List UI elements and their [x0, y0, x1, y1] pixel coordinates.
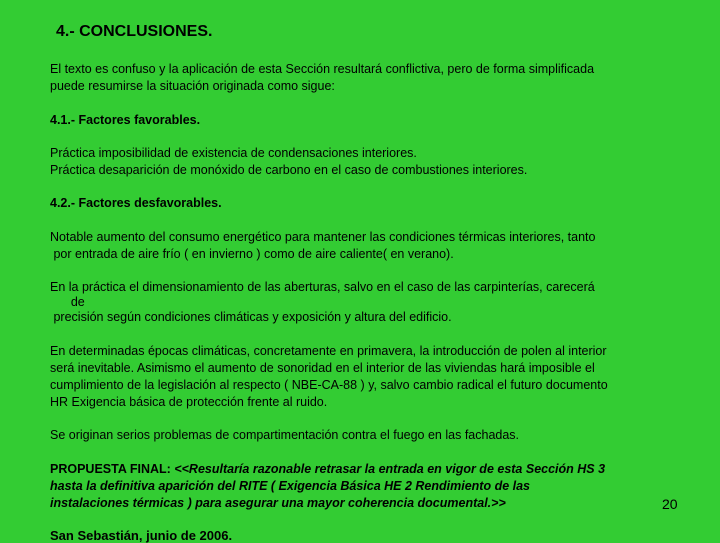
proposal-line: hasta la definitiva aparición del RITE ( Exigencia Básica HE 2 Rendimiento de las — [50, 479, 531, 493]
proposal-label: PROPUESTA FINAL: — [50, 462, 175, 476]
favorable-item: Práctica desaparición de monóxido de carbono en el caso de combustiones interiores. — [50, 163, 528, 177]
footer-date: San Sebastián, junio de 2006. — [50, 528, 233, 543]
paragraph-line: precisión según condiciones climáticas y exposición y altura del edificio. — [50, 310, 452, 324]
paragraph-line: cumplimiento de la legislación al respecto ( NBE-CA-88 ) y, salvo cambio radical el futuro documento — [50, 378, 608, 392]
proposal-line — [50, 461, 690, 478]
paragraph-line: Notable aumento del consumo energético para mantener las condiciones térmicas interiores, tanto — [50, 230, 596, 244]
final-proposal — [50, 461, 690, 512]
paragraph-line: En determinadas épocas climáticas, concretamente en primavera, la introducción de polen al interior — [50, 344, 607, 358]
intro-paragraph — [50, 61, 690, 95]
favorable-list — [50, 145, 690, 179]
page-number: 20 — [662, 496, 678, 512]
paragraph-line: HR Exigencia básica de protección frente al ruido. — [50, 395, 328, 409]
unfavorable-heading: 4.2.- Factores desfavorables. — [50, 196, 222, 210]
paragraph-line: será inevitable. Asimismo el aumento de sonoridad en el interior de las viviendas hará imposible el — [50, 361, 595, 375]
paragraph-line: por entrada de aire frío ( en invierno ) como de aire caliente( en verano). — [50, 247, 454, 261]
proposal-line: instalaciones térmicas ) para asegurar una mayor coherencia documental.>> — [50, 496, 506, 510]
intro-line: El texto es confuso y la aplicación de esta Sección resultará conflictiva, pero de forma simplificada — [50, 62, 595, 76]
unfavorable-paragraph-energy — [50, 229, 690, 263]
paragraph-line: En la práctica el dimensionamiento de las aberturas, salvo en el caso de las carpinterías, carecerá — [50, 280, 595, 294]
unfavorable-paragraph-pollen — [50, 343, 690, 411]
paragraph-line: Se originan serios problemas de compartimentación contra el fuego en las fachadas. — [50, 428, 520, 442]
intro-line: puede resumirse la situación originada como sigue: — [50, 79, 335, 93]
unfavorable-paragraph-openings — [50, 279, 690, 326]
slide-title: 4.- CONCLUSIONES. — [56, 23, 213, 40]
paragraph-line: de — [50, 295, 85, 309]
favorable-heading: 4.1.- Factores favorables. — [50, 113, 201, 127]
unfavorable-paragraph-fire — [50, 427, 690, 444]
proposal-text: <<Resultaría razonable retrasar la entrada en vigor de esta Sección HS 3 — [174, 462, 606, 476]
favorable-item: Práctica imposibilidad de existencia de condensaciones interiores. — [50, 146, 417, 160]
